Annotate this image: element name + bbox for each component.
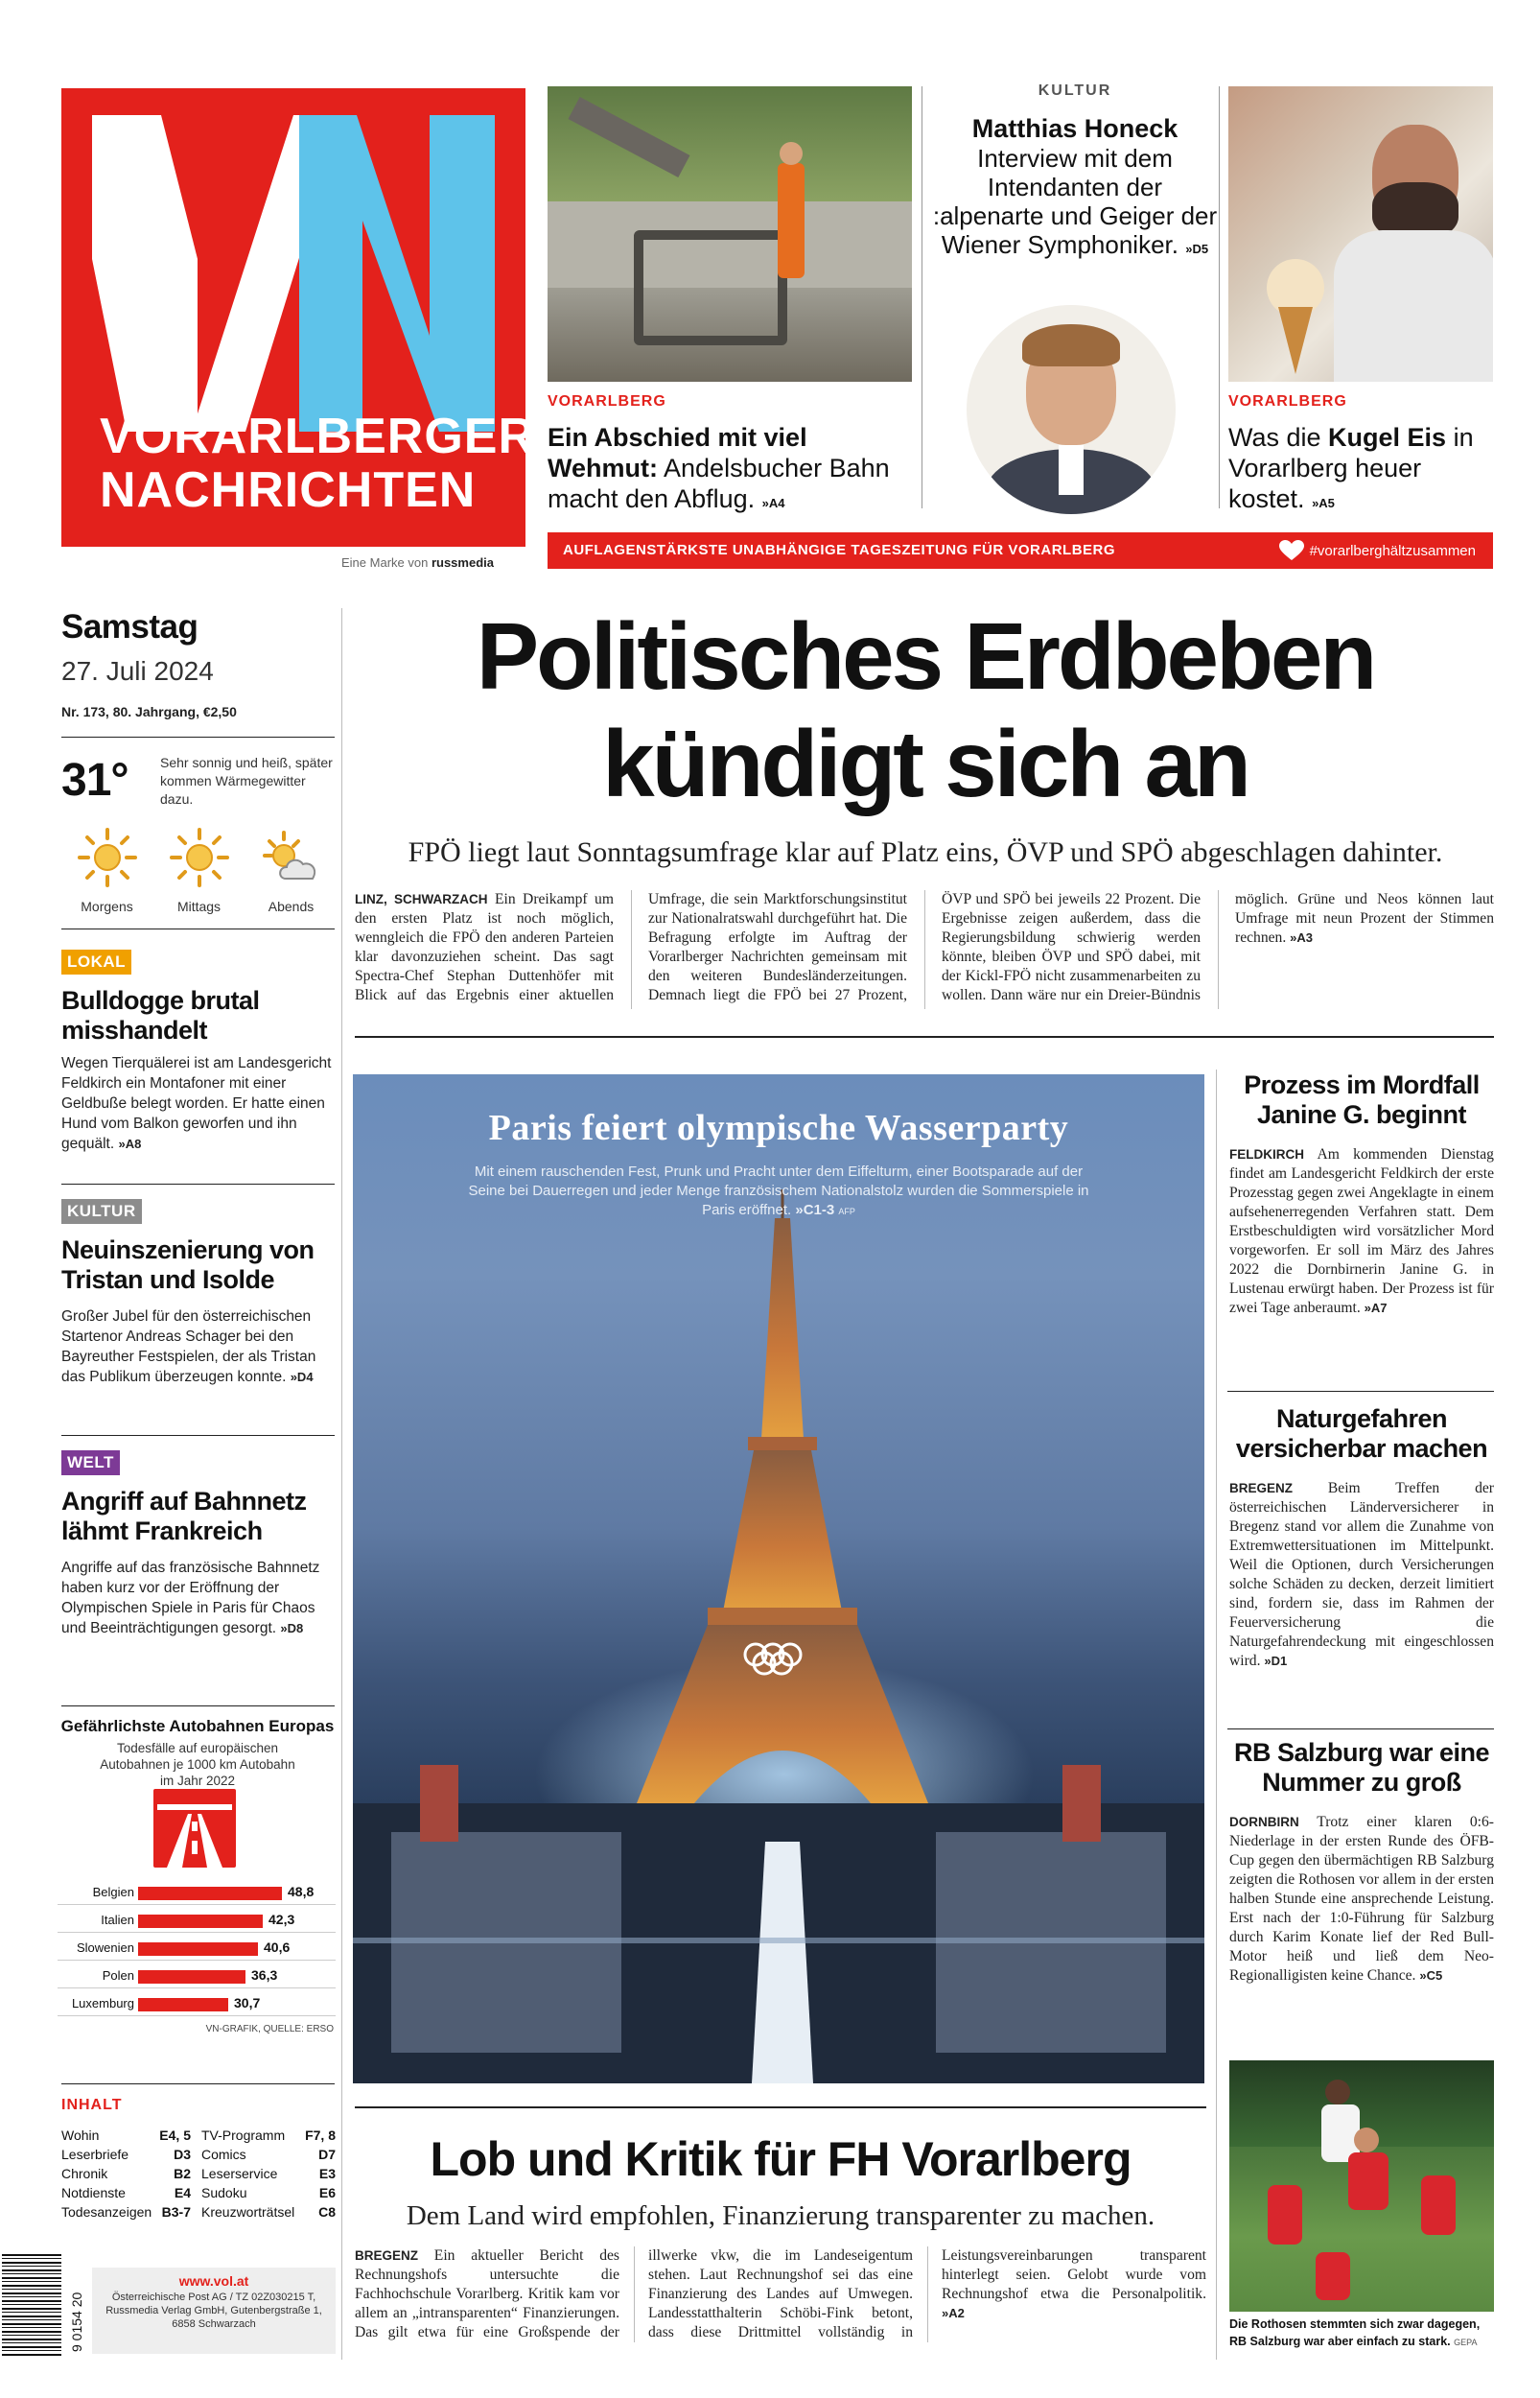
- teaser-2[interactable]: [932, 82, 1218, 264]
- sidebar-ref[interactable]: »D8: [280, 1621, 304, 1635]
- divider: [1227, 1728, 1494, 1729]
- chart-bar-row: [58, 1880, 336, 1905]
- brand-line: [341, 555, 494, 570]
- sun-icon: [169, 827, 230, 888]
- teaser-divider: [1219, 86, 1220, 508]
- right-story-headline[interactable]: Naturgefahren versicherbar machen: [1235, 1404, 1488, 1463]
- teaser-2-text: Interview mit dem Intendanten der :alpenarte und Geiger der Wiener Symphoniker.: [932, 144, 1218, 259]
- right-story-dateline: DORNBIRN: [1229, 1815, 1299, 1829]
- contents-item[interactable]: [201, 2164, 336, 2183]
- barcode-number: 9 0154 20: [69, 2292, 84, 2352]
- contents-item[interactable]: [201, 2126, 336, 2145]
- right-story-ref[interactable]: »C5: [1419, 1968, 1443, 1983]
- teaser-3[interactable]: [1228, 393, 1493, 519]
- chart-bar: [138, 1915, 263, 1928]
- teaser-3-section: VORARLBERG: [1228, 393, 1347, 410]
- divider: [61, 1705, 335, 1706]
- sidebar-text: [61, 1558, 338, 1638]
- photo-ref[interactable]: »C1-3: [795, 1202, 835, 1218]
- lead-body-text: Ein Dreikampf um den ersten Platz ist noch möglich, wenngleich die FPÖ den anderen Parteien klar davonzuziehen scheint. Das sagt Spectra-Chef Stephan Duttenhöfer mit Blick auf das Ergebnis einer aktuellen Umfrage, die sein Marktforschungsinstitut zur Nationalratswahl durchgeführt hat. Die Befragung erfolgte im Auftrag der Vorarlberger Nachrichten gemeinsam mit den weiteren Bundesländerzeitungen. Demnach liegt die FPÖ bei 27 Prozent, ÖVP und SPÖ bei jeweils 22 Prozent. Die Ergebnisse zeigen außerdem, dass die Regierungsbildung schwierig werden könnte, bleiben ÖVP und SPÖ dabei, mit der Kickl-FPÖ nicht zusammenarbeiten zu wollen. Dann wäre nur ein Dreier-Bündnis möglich. Grüne und Neos können laut Umfrage mit neun Prozent der Stimmen rechnen.: [355, 891, 1494, 1003]
- contents-page: C8: [318, 2204, 336, 2220]
- photo-title: Paris feiert olympische Wasserparty: [488, 1108, 1069, 1148]
- lead-headline-line2: kündigt sich an: [602, 711, 1248, 816]
- divider: [61, 1184, 335, 1185]
- weather-slot-label: Morgens: [81, 899, 133, 914]
- barcode: [2, 2254, 61, 2356]
- right-story-text: Am kommenden Dienstag findet am Landesgericht Feldkirch der erste Prozesstag gegen zwei Angeklagte in einem aufsehenerregenden Verfahren statt. Dem Erstbeschuldigten wird vorsätzlicher Mord vorgeworfen. Er soll im März des Jahres 2022 die Dornbirnerin Janine G. in Lustenau erwürgt haben. Der Prozess ist für zwei Tage anberaumt.: [1229, 1146, 1494, 1316]
- chart-value-label: 48,8: [288, 1884, 315, 1899]
- fh-body: [355, 2246, 1206, 2342]
- chart-category-label: Italien: [101, 1913, 134, 1927]
- chart-category-label: Polen: [102, 1968, 134, 1983]
- teaser-3-pre: Was die: [1228, 423, 1329, 452]
- fh-body-text: Ein aktueller Bericht des Rechnungshofs untersuchte die Fachhochschule Vorarlberg. Kritik kam vor allem an „intransparenten“ Finanzierungen. Das gilt etwa für eine Großspende der illwerke vkw, die im Landeseigentum stehen. Laut Rechnungshof sei das eine Finanzierung des Landes auf Umwegen. Landesstatthalterin Schöbi-Fink betont, dass diese Drittmittel vollständig in Leistungsvereinbarungen transparent hinterlegt seien. Gelobt wurde vom Rechnungshof etwa die Personalpolitik.: [355, 2247, 1206, 2340]
- sun-cloud-icon: [261, 827, 322, 888]
- heart-icon: [1279, 540, 1304, 561]
- date-day: Samstag: [61, 608, 198, 646]
- contents-label: Sudoku: [201, 2185, 247, 2200]
- sidebar-headline[interactable]: Neuinszenierung von Tristan und Isolde: [61, 1235, 315, 1294]
- soccer-caption-line2: RB Salzburg war aber einfach zu stark.: [1229, 2335, 1451, 2348]
- teaser-3-text: in Vorarlberg heuer kostet.: [1228, 423, 1474, 513]
- teaser-portrait-honeck[interactable]: [967, 305, 1176, 514]
- divider: [355, 1036, 1494, 1038]
- chart-category-label: Belgien: [92, 1885, 134, 1899]
- chart-bar-row: [58, 1936, 336, 1961]
- fh-dateline: BREGENZ: [355, 2248, 419, 2263]
- soccer-caption: [1229, 2316, 1494, 2351]
- contents-item[interactable]: [61, 2164, 191, 2183]
- soccer-caption-line1: Die Rothosen stemmten sich zwar dagegen,: [1229, 2317, 1481, 2331]
- contents-item[interactable]: [61, 2183, 191, 2202]
- contents-label: Notdienste: [61, 2185, 126, 2200]
- right-story-body: [1229, 1145, 1494, 1318]
- sidebar-text: [61, 1053, 338, 1154]
- right-story-text: Beim Treffen der österreichischen Länderversicherer in Bregenz stand vor allem die Zunahme von Extremwettersituationen im Mittelpunkt. Weil die Optionen, durch Versicherungen solche Schäden zu decken, derzeit limitiert sind, fordern sie, dass im Rahmen der Feuerversicherung die Naturgefahrendeckung mit eingeschlossen wird.: [1229, 1480, 1494, 1669]
- chart-bar: [138, 1998, 228, 2011]
- weather-slot-label: Mittags: [176, 899, 222, 914]
- weather-slot: [61, 827, 152, 914]
- fh-headline[interactable]: Lob und Kritik für FH Vorarlberg: [430, 2132, 1132, 2186]
- divider: [61, 2083, 335, 2084]
- lead-ref[interactable]: »A3: [1290, 930, 1314, 945]
- teaser-photo-ice-cream[interactable]: [1228, 86, 1493, 382]
- sidebar-text-body: Großer Jubel für den österreichischen Startenor Andreas Schager bei den Bayreuther Festspielen, der als Tristan das Publikum überzeugen konnte.: [61, 1308, 316, 1385]
- tagline-text: AUFLAGENSTÄRKSTE UNABHÄNGIGE TAGESZEITUNG FÜR VORARLBERG: [563, 542, 1116, 558]
- weather-slot: [245, 827, 337, 914]
- contents-label: Todesanzeigen: [61, 2204, 152, 2220]
- photo-credit: AFP: [838, 1207, 855, 1216]
- contents-list-left: [61, 2126, 191, 2222]
- section-badge-lokal[interactable]: LOKAL: [61, 950, 131, 975]
- contents-page: E3: [318, 2166, 336, 2181]
- contents-label: Chronik: [61, 2166, 108, 2181]
- contents-item[interactable]: [201, 2202, 336, 2222]
- lead-headline[interactable]: [355, 602, 1496, 817]
- teaser-1-text: Andelsbucher Bahn macht den Abflug.: [548, 454, 890, 513]
- weather-temp: 31°: [61, 755, 128, 806]
- right-story-ref[interactable]: »D1: [1264, 1654, 1288, 1668]
- photo-soccer[interactable]: [1229, 2060, 1494, 2312]
- brand-name: russmedia: [431, 555, 494, 570]
- weather-description: Sehr sonnig und heiß, später kommen Wärmegewitter dazu.: [160, 755, 333, 807]
- logo-name-line1: VORARLBERGER: [100, 409, 536, 464]
- highway-icon: [153, 1789, 236, 1868]
- contents-page: F7, 8: [305, 2128, 336, 2143]
- section-badge-kultur[interactable]: KULTUR: [61, 1199, 142, 1224]
- chart: [58, 1717, 338, 2043]
- divider: [355, 2106, 1206, 2108]
- column-divider: [1216, 1070, 1217, 2360]
- lead-dateline: LINZ, SCHWARZACH: [355, 892, 488, 906]
- chart-value-label: 42,3: [268, 1912, 295, 1927]
- sidebar-ref[interactable]: »A8: [118, 1137, 142, 1151]
- teaser-1-section: VORARLBERG: [548, 393, 666, 410]
- contents-label: Kreuzworträtsel: [201, 2204, 295, 2220]
- chart-source: VN-GRAFIK, QUELLE: ERSO: [205, 2024, 334, 2034]
- chart-bar: [138, 1942, 258, 1956]
- right-story-text: Trotz einer klaren 0:6-Niederlage in der ersten Runde des ÖFB-Cup gegen den übermächtigen RB Salzburg zeigten die Rothosen vor allem in der ersten halben Stunde eine ansprechende Leistung. Erst nach der 1:0-Führung für Salzburg durch Karim Konate lief der Red Bull-Motor heiß und ließ dem Neo-Regionalligisten keine Chance.: [1229, 1814, 1494, 1984]
- chart-bars: [58, 1880, 338, 2014]
- lead-body: [355, 890, 1494, 1009]
- contents-label: Leserservice: [201, 2166, 278, 2181]
- sidebar-text: [61, 1306, 338, 1387]
- teaser-photo-railway[interactable]: [548, 86, 912, 382]
- chart-bar-row: [58, 1963, 336, 1988]
- chart-bar: [138, 1970, 245, 1984]
- divider: [61, 737, 335, 738]
- teaser-3-ref[interactable]: »A5: [1312, 496, 1335, 510]
- contents-page: E6: [318, 2185, 336, 2200]
- sidebar-text-body: Wegen Tierquälerei ist am Landesgericht Feldkirch ein Montafoner mit einer Geldbuße belegt worden. Er hatte einen Hund vom Balkon geworfen und ihn gequält.: [61, 1055, 332, 1152]
- photo-caption-text: Mit einem rauschenden Fest, Prunk und Pracht unter dem Eiffelturm, einer Bootsparade auf der Seine bei Dauerregen und jeder Menge französischem Nationalstolz wurden die Sommerspiele in Paris eröffnet.: [468, 1164, 1089, 1218]
- fh-ref[interactable]: »A2: [942, 2306, 965, 2320]
- tagline-bar: [548, 532, 1493, 569]
- chart-value-label: 36,3: [251, 1967, 278, 1983]
- date-full: 27. Juli 2024: [61, 656, 214, 686]
- contents-title: INHALT: [61, 2097, 123, 2113]
- right-story-dateline: FELDKIRCH: [1229, 1147, 1304, 1162]
- contents-page: D7: [318, 2147, 336, 2162]
- contents-page: B2: [174, 2166, 191, 2181]
- teaser-2-section: KULTUR: [1038, 82, 1112, 99]
- contents-page: E4, 5: [159, 2128, 191, 2143]
- contents-item[interactable]: [201, 2183, 336, 2202]
- contents-page: B3-7: [161, 2204, 191, 2220]
- contents-label: Leserbriefe: [61, 2147, 129, 2162]
- right-story-headline[interactable]: Prozess im Mordfall Janine G. beginnt: [1244, 1070, 1480, 1129]
- chart-bar-row: [58, 1991, 336, 2016]
- vn-logo-icon: [92, 115, 495, 441]
- photo-eiffel-tower[interactable]: [353, 1074, 1204, 2083]
- sidebar-headline[interactable]: Bulldogge brutal misshandelt: [61, 986, 260, 1045]
- sidebar-text-body: Angriffe auf das französische Bahnnetz haben kurz vor der Eröffnung der Olympischen Spiele in Paris für Chaos und Beeinträchtigungen gesorgt.: [61, 1560, 320, 1636]
- contents-label: Wohin: [61, 2128, 100, 2143]
- contents-item[interactable]: [61, 2145, 191, 2164]
- contents-list-right: [201, 2126, 336, 2222]
- teaser-3-bold: Kugel Eis: [1328, 423, 1447, 452]
- brand-prefix: Eine Marke von: [341, 555, 429, 570]
- section-badge-welt[interactable]: WELT: [61, 1450, 120, 1475]
- contents-label: TV-Programm: [201, 2128, 286, 2143]
- teaser-2-ref[interactable]: »D5: [1185, 242, 1209, 256]
- chart-category-label: Luxemburg: [71, 1996, 134, 2010]
- right-story-body: [1229, 1479, 1494, 1671]
- divider: [61, 1435, 335, 1436]
- chart-category-label: Slowenien: [77, 1940, 134, 1955]
- weather-slot: [153, 827, 245, 914]
- sidebar-headline[interactable]: Angriff auf Bahnnetz lähmt Frankreich: [61, 1487, 307, 1545]
- contents-label: Comics: [201, 2147, 246, 2162]
- hashtag-text: #vorarlberghältzusammen: [1309, 542, 1476, 559]
- soccer-credit: GEPA: [1454, 2338, 1478, 2347]
- hashtag[interactable]: [1279, 540, 1476, 561]
- teaser-1-ref[interactable]: »A4: [761, 496, 785, 510]
- contents-item[interactable]: [61, 2126, 191, 2145]
- footer-url[interactable]: www.vol.at: [178, 2273, 249, 2289]
- contents-page: D3: [174, 2147, 191, 2162]
- issue-number: Nr. 173, 80. Jahrgang, €2,50: [61, 704, 237, 719]
- sun-icon: [77, 827, 138, 888]
- right-story-headline[interactable]: RB Salzburg war eine Nummer zu groß: [1233, 1738, 1490, 1797]
- fh-subhead: Dem Land wird empfohlen, Finanzierung transparenter zu machen.: [406, 2200, 1155, 2231]
- footer-address-box: [92, 2268, 336, 2354]
- chart-value-label: 30,7: [234, 1995, 261, 2010]
- chart-bar-row: [58, 1908, 336, 1933]
- footer-address: Österreichische Post AG / TZ 02Z030215 T, Russmedia Verlag GmbH, Gutenbergstraße 1, 6858 Schwarzach: [105, 2292, 322, 2330]
- contents-item[interactable]: [61, 2202, 191, 2222]
- logo-name-line2: NACHRICHTEN: [100, 462, 477, 518]
- teaser-1[interactable]: [548, 393, 912, 519]
- right-story-ref[interactable]: »A7: [1364, 1301, 1388, 1315]
- contents-item[interactable]: [201, 2145, 336, 2164]
- weather-slot-label: Abends: [268, 899, 315, 914]
- teaser-2-bold: Matthias Honeck: [971, 114, 1178, 143]
- contents-page: E4: [174, 2185, 191, 2200]
- right-story-body: [1229, 1813, 1494, 1986]
- photo-caption: [458, 1163, 1099, 1221]
- chart-value-label: 40,6: [264, 1940, 291, 1955]
- sidebar-ref[interactable]: »D4: [290, 1370, 314, 1384]
- chart-title: Gefährlichste Autobahnen Europas: [60, 1717, 335, 1735]
- teaser-1-bold: Ein Abschied mit viel Wehmut:: [548, 423, 807, 482]
- chart-subtitle: Todesfälle auf europäischen Autobahnen je 1000 km Autobahn im Jahr 2022: [100, 1741, 295, 1788]
- lead-headline-line1: Politisches Erdbeben: [476, 603, 1375, 709]
- column-divider: [341, 608, 342, 2360]
- divider: [1227, 1391, 1494, 1392]
- right-story-dateline: BREGENZ: [1229, 1481, 1294, 1495]
- chart-bar: [138, 1887, 282, 1900]
- eiffel-tower-icon: [353, 1074, 1204, 2083]
- lead-subhead: FPÖ liegt laut Sonntagsumfrage klar auf Platz eins, ÖVP und SPÖ abgeschlagen dahinter.: [408, 836, 1443, 868]
- masthead-logo[interactable]: [61, 88, 536, 547]
